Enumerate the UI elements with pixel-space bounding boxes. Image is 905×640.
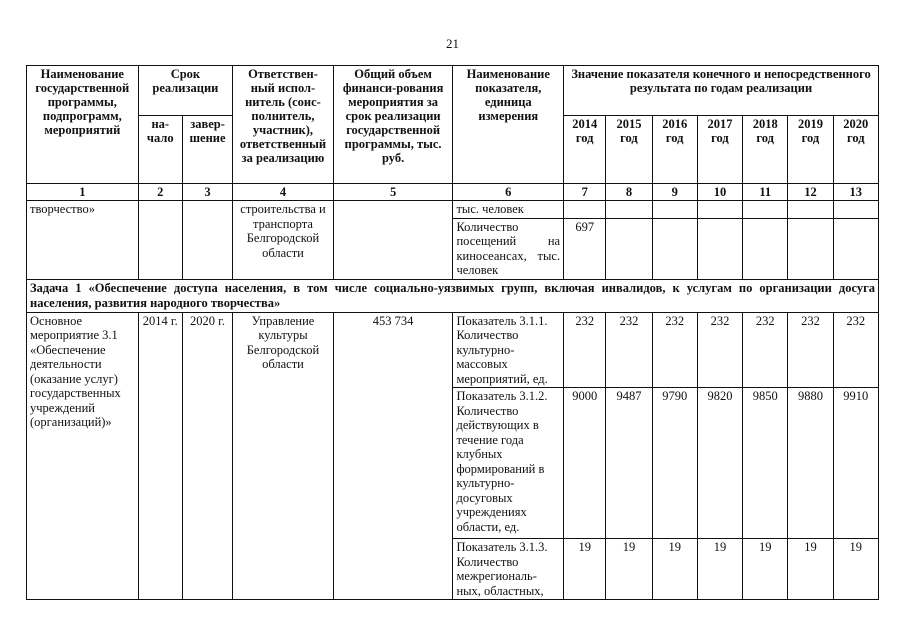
column-number: 7 [564, 184, 606, 201]
main-event-end: 2020 г. [182, 312, 232, 600]
indicator-value: 232 [788, 312, 833, 388]
task-heading: Задача 1 «Обеспечение доступа населения, в том числе социально-уязвимых групп, включая инвалидов, к услугам по организации досуга населения, развития народного творчества» [27, 279, 879, 312]
empty-cell [833, 218, 878, 279]
empty-cell [697, 201, 742, 219]
main-event-executor: Управление культуры Белгородской области [233, 312, 334, 600]
column-number-row [27, 184, 879, 201]
header-term: Срок реализации [138, 66, 233, 116]
header-start: на-чало [138, 116, 182, 184]
header-year-2016: 2016 год [652, 116, 697, 184]
program-table [26, 65, 879, 600]
continued-executor: строительства и транспорта Белгородской области [233, 201, 334, 280]
indicator-value: 9910 [833, 388, 878, 539]
header-year-2018: 2018 год [743, 116, 788, 184]
header-year-2020: 2020 год [833, 116, 878, 184]
header-indicator: Наименование показателя, единица измерения [453, 66, 564, 184]
indicator-value: 19 [833, 539, 878, 600]
column-number: 8 [606, 184, 652, 201]
empty-cell [788, 201, 833, 219]
indicator-value: 19 [564, 539, 606, 600]
main-event-start: 2014 г. [138, 312, 182, 600]
continued-program-name: творчество» [27, 201, 139, 280]
indicator-value: 19 [743, 539, 788, 600]
table-row [27, 312, 879, 388]
empty-cell [743, 201, 788, 219]
header-funding: Общий объем финанси-рования мероприятия за срок реализации государственной программы, тыс. руб. [333, 66, 453, 184]
header-end: завер-шение [182, 116, 232, 184]
indicator-value: 19 [652, 539, 697, 600]
page-number: 21 [446, 36, 459, 51]
empty-cell [697, 218, 742, 279]
empty-cell [743, 218, 788, 279]
column-number: 12 [788, 184, 833, 201]
table-row [27, 201, 879, 219]
column-number: 5 [333, 184, 453, 201]
indicator-value: 9487 [606, 388, 652, 539]
column-number: 13 [833, 184, 878, 201]
indicator-name: Показатель 3.1.3. Количество межрегиональ-ных, областных, [453, 539, 564, 600]
indicator-value: 232 [652, 312, 697, 388]
column-number: 6 [453, 184, 564, 201]
column-number: 10 [697, 184, 742, 201]
indicator-value: 9790 [652, 388, 697, 539]
indicator-name: Показатель 3.1.1. Количество культурно-массовых мероприятий, ед. [453, 312, 564, 388]
indicator-value: 19 [697, 539, 742, 600]
main-event-name: Основное мероприятие 3.1 «Обеспечение деятельности (оказание услуг) государственных учреждений (организаций)» [27, 312, 139, 600]
indicator-value: 232 [697, 312, 742, 388]
indicator-value: 9820 [697, 388, 742, 539]
empty-cell [564, 201, 606, 219]
empty-cell [652, 201, 697, 219]
indicator-value: 9000 [564, 388, 606, 539]
column-number: 4 [233, 184, 334, 201]
header-year-2014: 2014 год [564, 116, 606, 184]
header-program-name: Наименование государственной программы, подпрограмм, мероприятий [27, 66, 139, 184]
empty-cell [833, 201, 878, 219]
header-year-2017: 2017 год [697, 116, 742, 184]
indicator-value: 9850 [743, 388, 788, 539]
indicator-value: 232 [606, 312, 652, 388]
main-event-funding: 453 734 [333, 312, 453, 600]
indicator-value: 9880 [788, 388, 833, 539]
empty-cell [788, 218, 833, 279]
column-number: 2 [138, 184, 182, 201]
indicator-value: 232 [743, 312, 788, 388]
indicator-value: 232 [564, 312, 606, 388]
empty-cell [182, 201, 232, 280]
header-year-2019: 2019 год [788, 116, 833, 184]
header-values: Значение показателя конечного и непосредственного результата по годам реализации [564, 66, 879, 116]
column-number: 1 [27, 184, 139, 201]
indicator-name: Показатель 3.1.2. Количество действующих в течение года клубных формирований в культурно-досуговых учреждениях области, ед. [453, 388, 564, 539]
task-row [27, 279, 879, 312]
indicator-value: 19 [788, 539, 833, 600]
indicator-value: 232 [833, 312, 878, 388]
column-number: 3 [182, 184, 232, 201]
header-executor: Ответствен-ный испол-нитель (соис-полнитель, участник), ответственный за реализацию [233, 66, 334, 184]
empty-cell [138, 201, 182, 280]
indicator-value: 697 [564, 218, 606, 279]
column-number: 9 [652, 184, 697, 201]
indicator-value: 19 [606, 539, 652, 600]
empty-cell [606, 218, 652, 279]
header-year-2015: 2015 год [606, 116, 652, 184]
empty-cell [333, 201, 453, 280]
indicator-cinema-visits: Количество посещений на киносеансах, тыс. человек [453, 218, 564, 279]
column-number: 11 [743, 184, 788, 201]
empty-cell [652, 218, 697, 279]
continued-indicator-unit: тыс. человек [453, 201, 564, 219]
empty-cell [606, 201, 652, 219]
